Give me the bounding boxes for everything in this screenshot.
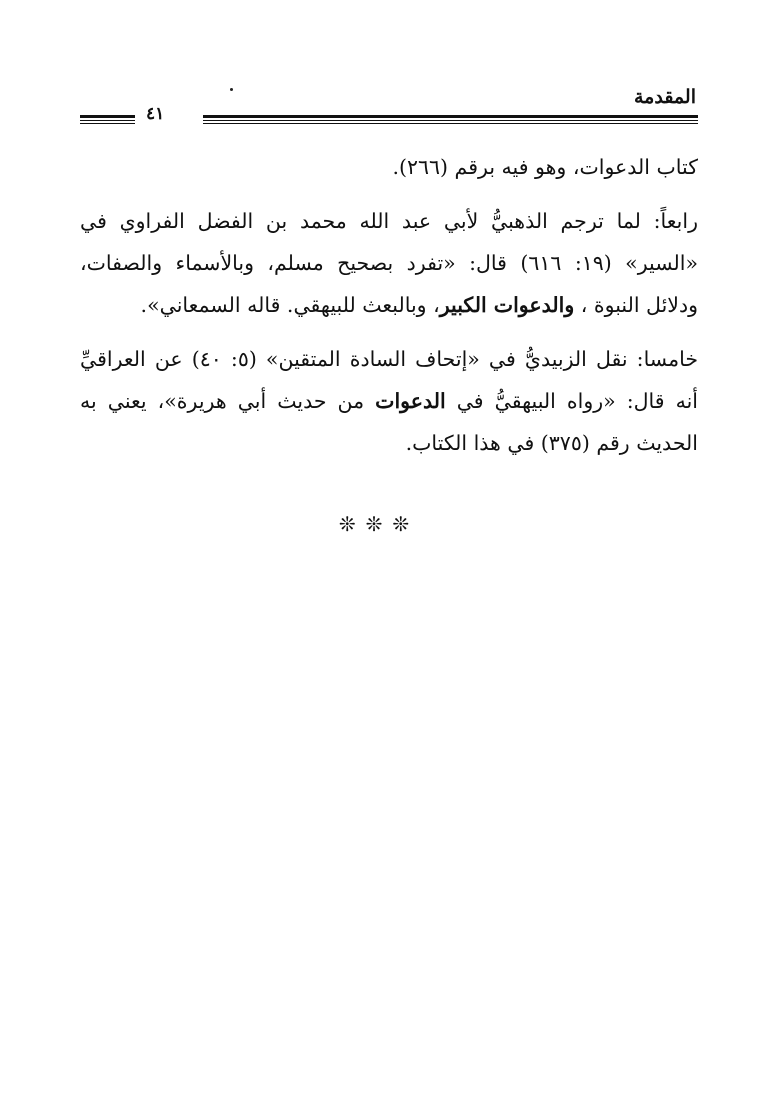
- header-rule-left: [80, 115, 135, 118]
- header-rule-left-thin: [80, 123, 135, 124]
- paragraph-3-text: خامسا: نقل الزبيديُّ في «إتحاف السادة المتقين» (٥: ٤٠) عن العراقيِّ أنه قال: «رواه البيهقيُّ في: [80, 347, 698, 413]
- header-rule-left-thin: [80, 120, 135, 121]
- body-text: [80, 146, 698, 464]
- header-rule-right: [203, 115, 698, 118]
- paragraph-2-bold: والدعوات الكبير: [439, 293, 575, 317]
- paragraph-3: [80, 338, 698, 464]
- section-separator: ❊❊❊: [338, 512, 420, 536]
- paragraph-2-text-end: ، وبالبعث للبيهقي. قاله السمعاني».: [140, 293, 440, 317]
- header-rule-right-thin: [203, 123, 698, 124]
- page-header-title: المقدمة: [633, 86, 696, 108]
- paragraph-3-text-end: من حديث أبي هريرة»، يعني به الحديث رقم (٣٧٥) في هذا الكتاب.: [80, 389, 698, 455]
- paragraph-2: [80, 200, 698, 326]
- paragraph-1: كتاب الدعوات، وهو فيه برقم (٢٦٦).: [392, 155, 698, 179]
- header-rule-right-thin: [203, 120, 698, 121]
- paragraph-2-text: رابعاً: لما ترجم الذهبيُّ لأبي عبد الله محمد بن الفضل الفراوي في «السير» (١٩: ٦١٦) قال: «تفرد بصحيح مسلم، وبالأسماء والصفات، ودلائل النبوة ،: [80, 209, 698, 317]
- ink-dot: [230, 88, 233, 91]
- paragraph-3-bold: الدعوات: [375, 389, 446, 413]
- page-number: ٤١: [146, 104, 165, 124]
